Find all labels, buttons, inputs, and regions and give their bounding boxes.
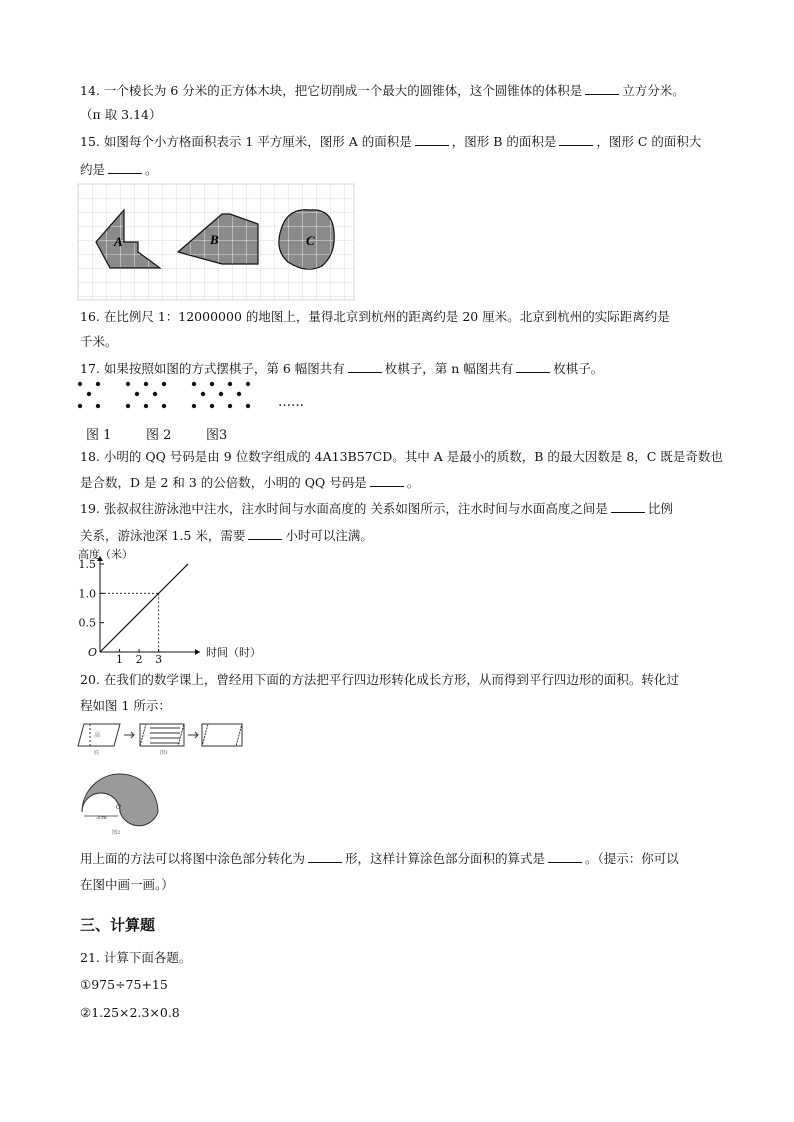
- x-tick-label: 1: [116, 653, 124, 666]
- svg-text:3cm: 3cm: [96, 815, 107, 821]
- q19-text-b: 比例: [647, 501, 673, 516]
- q15-text-c: ，图形 C 的面积大: [596, 134, 702, 149]
- q21-item1: ①975÷75+15: [80, 977, 168, 992]
- q20-line2: 程如图 1 所示：: [80, 698, 171, 713]
- q14-line2: （π 取 3.14）: [80, 107, 162, 122]
- q20-line1: 20. 在我们的数学课上，曾经用下面的方法把平行四边形转化成长方形，从而得到平行四边形的面积。转化过: [80, 672, 679, 687]
- q17-fig3-label: 图3: [206, 428, 228, 443]
- series-line: [100, 564, 188, 652]
- q20-figure1: [76, 718, 246, 758]
- q15-text-a: 15. 如图每个小方格面积表示 1 平方厘米，图形 A 的面积是: [80, 134, 412, 149]
- q17-fig2-label: 图 2: [146, 428, 172, 443]
- q20-text-b: 形，这样计算涂色部分面积的算式是: [345, 851, 546, 866]
- q14-text-b: 立方分米。: [622, 83, 685, 98]
- section-title: 三、计算题: [80, 916, 156, 934]
- q15-text-d: 约是: [80, 162, 106, 177]
- q19-line2: [80, 527, 373, 544]
- q14-answer-blank[interactable]: [585, 82, 619, 95]
- q14-line1: [80, 82, 685, 99]
- q17-dots-figure: [78, 382, 318, 412]
- q20-line4: 在图中画一画。）: [80, 877, 174, 892]
- q17-blank-a[interactable]: [348, 360, 382, 373]
- q15-line1: [80, 133, 701, 150]
- q20-blank-b[interactable]: [548, 850, 582, 863]
- fig1-caption: 图1: [160, 750, 169, 756]
- q19-blank-a[interactable]: [611, 500, 645, 513]
- q20-line3: [80, 850, 679, 867]
- q17-line1: [80, 360, 603, 377]
- shape-label-b: B: [210, 232, 219, 247]
- shape-label-c: C: [306, 233, 315, 248]
- q15-text-e: 。: [145, 162, 158, 177]
- y-tick-label: 1.5: [78, 558, 96, 571]
- q18-text-b: 。: [406, 475, 420, 490]
- q18-line1: 18. 小明的 QQ 号码是由 9 位数字组成的 4A13B57CD。其中 A 是最小的质数，B 的最大因数是 8，C 既是奇数也: [80, 449, 723, 464]
- fig2-caption: 图2: [112, 830, 121, 836]
- q17-fig1-label: 图 1: [86, 428, 112, 443]
- origin-label: O: [88, 646, 98, 659]
- q14-text-a: 14. 一个棱长为 6 分米的正方体木块，把它切削成一个最大的圆锥体，这个圆锥体的体积是: [80, 83, 583, 98]
- q15-grid-figure: [78, 184, 354, 300]
- q15-text-b: ，图形 B 的面积是: [451, 134, 557, 149]
- x-tick-label: 2: [135, 653, 143, 666]
- q20-text-a: 用上面的方法可以将图中涂色部分转化为: [80, 851, 306, 866]
- q19-line1: [80, 500, 673, 517]
- q17-ellipsis: ……: [278, 395, 304, 410]
- q21-item2: ②1.25×2.3×0.8: [80, 1005, 180, 1020]
- svg-text:O: O: [116, 804, 121, 811]
- q15-blank-c[interactable]: [108, 161, 142, 174]
- q19-text-d: 小时可以注满。: [285, 528, 373, 543]
- x-axis-arrow: [195, 649, 200, 655]
- y-axis-label: 高度（米）: [78, 548, 133, 561]
- x-axis-label: 时间（时）: [206, 646, 261, 659]
- q18-blank[interactable]: [370, 474, 404, 487]
- q15-line2: [80, 161, 158, 178]
- q15-blank-b[interactable]: [559, 133, 593, 146]
- x-tick-label: 3: [155, 653, 163, 666]
- q20-text-c: 。（提示：你可以: [585, 851, 679, 866]
- q18-line2: [80, 474, 419, 491]
- q20-figure2: [78, 768, 164, 836]
- q15-blank-a[interactable]: [415, 133, 449, 146]
- svg-text:底: 底: [94, 750, 100, 756]
- q18-text-a: 是合数，D 是 2 和 3 的公倍数，小明的 QQ 号码是: [80, 475, 367, 490]
- q19-text-c: 关系，游泳池深 1.5 米，需要: [80, 528, 246, 543]
- q20-blank-a[interactable]: [308, 850, 342, 863]
- y-tick-label: 0.5: [78, 616, 96, 630]
- q19-line-chart: [74, 548, 261, 666]
- q17-text-c: 枚棋子。: [553, 361, 604, 376]
- q16-line2: 千米。: [80, 334, 118, 349]
- q17-text-a: 17. 如果按照如图的方式摆棋子，第 6 幅图共有: [80, 361, 345, 376]
- q19-blank-b[interactable]: [248, 527, 282, 540]
- q19-text-a: 19. 张叔叔往游泳池中注水，注水时间与水面高度的 关系如图所示，注水时间与水面高度之间是: [80, 501, 608, 516]
- q16-line1: 16. 在比例尺 1：12000000 的地图上，量得北京到杭州的距离约是 20 厘米。北京到杭州的实际距离约是: [80, 309, 670, 324]
- y-tick-label: 1.0: [78, 587, 96, 601]
- svg-text:高: 高: [94, 732, 101, 739]
- q17-text-b: 枚棋子，第 n 幅图共有: [384, 361, 514, 376]
- q17-blank-b[interactable]: [516, 360, 550, 373]
- q21-line1: 21. 计算下面各题。: [80, 950, 192, 965]
- shape-label-a: A: [114, 234, 123, 249]
- rectangle-shape: [202, 724, 242, 746]
